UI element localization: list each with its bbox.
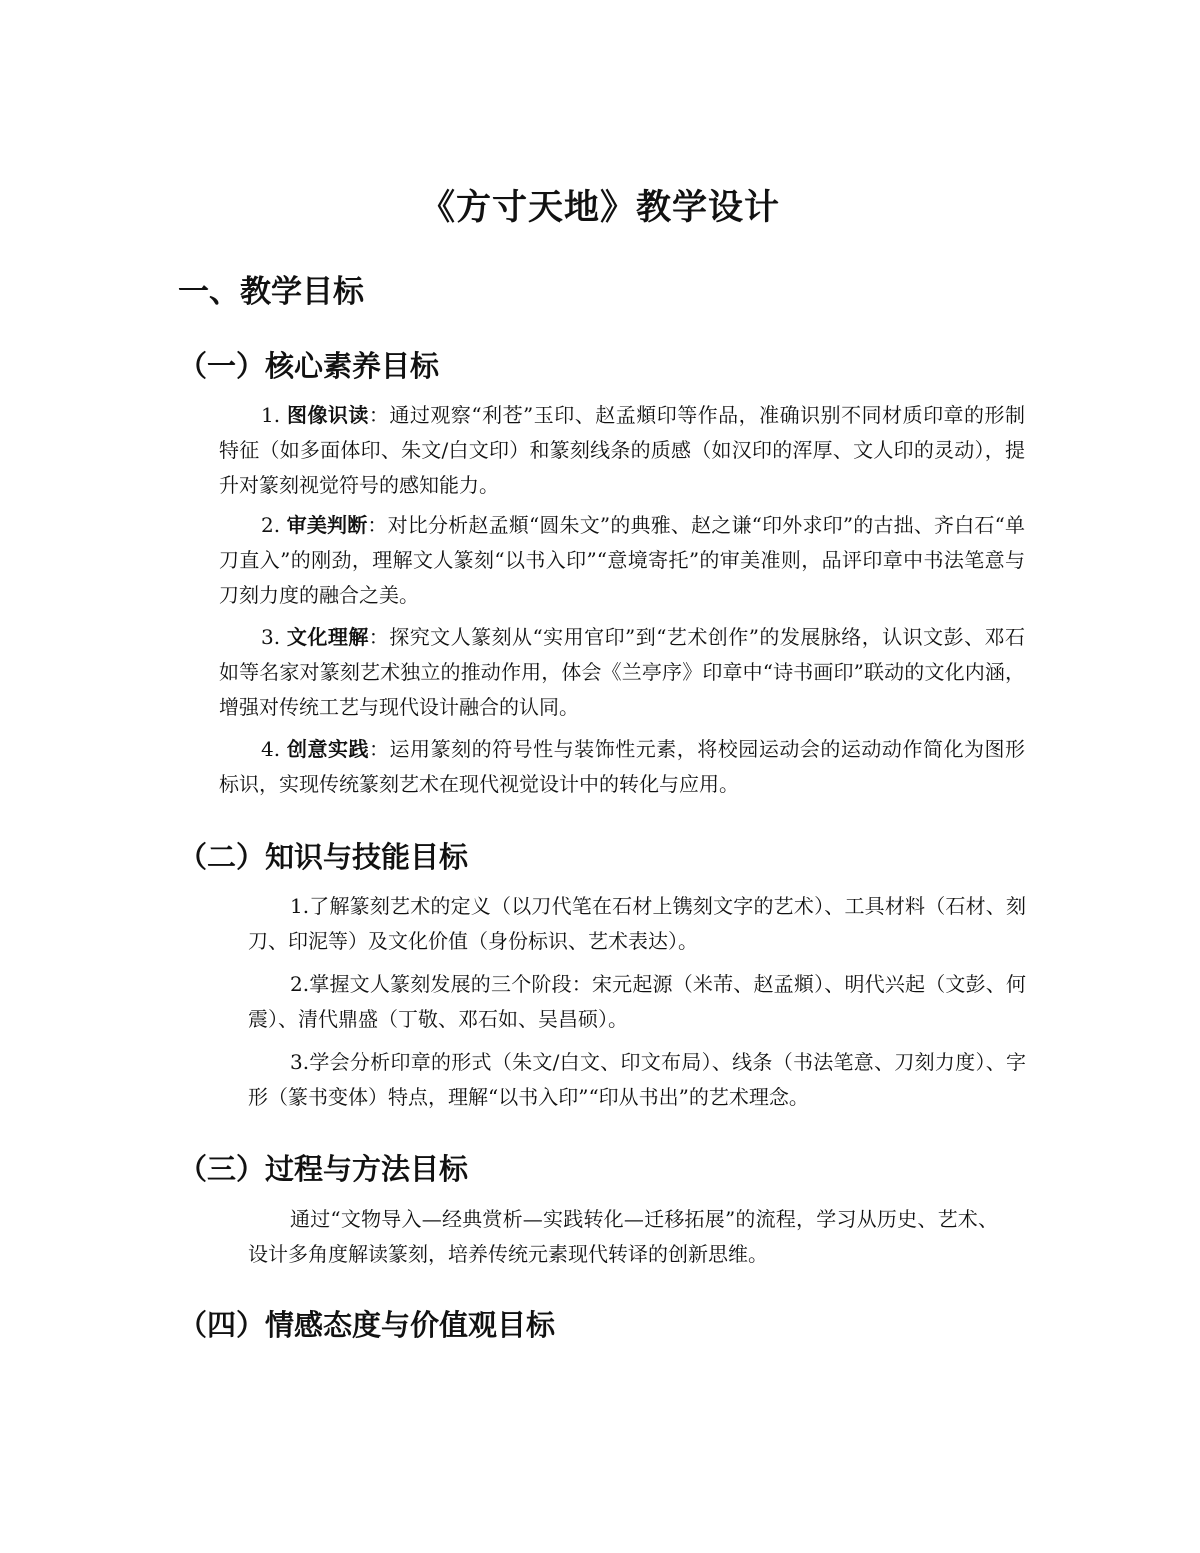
core-item-1-label: 图像识读 <box>286 403 369 427</box>
core-item-2 <box>219 508 1025 613</box>
knowledge-item-3: 3.学会分析印章的形式（朱文/白文、印文布局）、线条（书法笔意、刀刻力度）、字形（篆书变体）特点，理解“以书入印”“印从书出”的艺术理念。 <box>248 1050 1026 1109</box>
core-item-3 <box>219 620 1025 725</box>
core-item-4 <box>219 732 1025 802</box>
core-item-1 <box>219 398 1025 503</box>
knowledge-item-1: 1.了解篆刻艺术的定义（以刀代笔在石材上镌刻文字的艺术）、工具材料（石材、刻刀、印泥等）及文化价值（身份标识、艺术表达）。 <box>248 894 1026 953</box>
core-item-4-label: 创意实践 <box>286 737 370 761</box>
process-paragraph: 通过“文物导入—经典赏析—实践转化—迁移拓展”的流程，学习从历史、艺术、设计多角度解读篆刻，培养传统元素现代转译的创新思维。 <box>248 1207 998 1266</box>
core-item-1-number: 1. <box>261 403 281 427</box>
subsection-heading-knowledge-skills: （二）知识与技能目标 <box>178 840 469 874</box>
core-item-1-text: ：通过观察“利苍”玉印、赵孟頫印等作品，准确识别不同材质印章的形制特征（如多面体印、朱文/白文印）和篆刻线条的质感（如汉印的浑厚、文人印的灵动），提升对篆刻视觉符号的感知能力。 <box>219 403 1026 497</box>
core-item-3-text: ：探究文人篆刻从“实用官印”到“艺术创作”的发展脉络，认识文彭、邓石如等名家对篆刻艺术独立的推动作用，体会《兰亭序》印章中“诗书画印”联动的文化内涵，增强对传统工艺与现代设计融合的认同。 <box>219 625 1025 719</box>
document-title: 《方寸天地》教学设计 <box>419 187 780 228</box>
core-item-4-number: 4. <box>261 737 281 761</box>
subsection-heading-process-methods: （三）过程与方法目标 <box>178 1152 469 1186</box>
subsection-heading-emotion-values: （四）情感态度与价值观目标 <box>178 1308 556 1342</box>
core-item-4-text: ：运用篆刻的符号性与装饰性元素，将校园运动会的运动动作简化为图形标识，实现传统篆刻艺术在现代视觉设计中的转化与应用。 <box>219 737 1026 796</box>
core-item-2-text: ：对比分析赵孟頫“圆朱文”的典雅、赵之谦“印外求印”的古拙、齐白石“单刀直入”的刚劲，理解文人篆刻“以书入印”“意境寄托”的审美准则，品评印章中书法笔意与刀刻力度的融合之美。 <box>219 513 1026 607</box>
core-item-2-label: 审美判断 <box>286 513 368 537</box>
core-item-3-label: 文化理解 <box>286 625 369 649</box>
core-item-3-number: 3. <box>261 625 281 649</box>
knowledge-item-2: 2.掌握文人篆刻发展的三个阶段：宋元起源（米芾、赵孟頫）、明代兴起（文彭、何震）、清代鼎盛（丁敬、邓石如、吴昌硕）。 <box>248 972 1026 1031</box>
subsection-heading-core-literacy: （一）核心素养目标 <box>178 349 440 383</box>
core-item-2-number: 2. <box>261 513 281 537</box>
section-heading-objectives: 一、教学目标 <box>178 274 364 310</box>
